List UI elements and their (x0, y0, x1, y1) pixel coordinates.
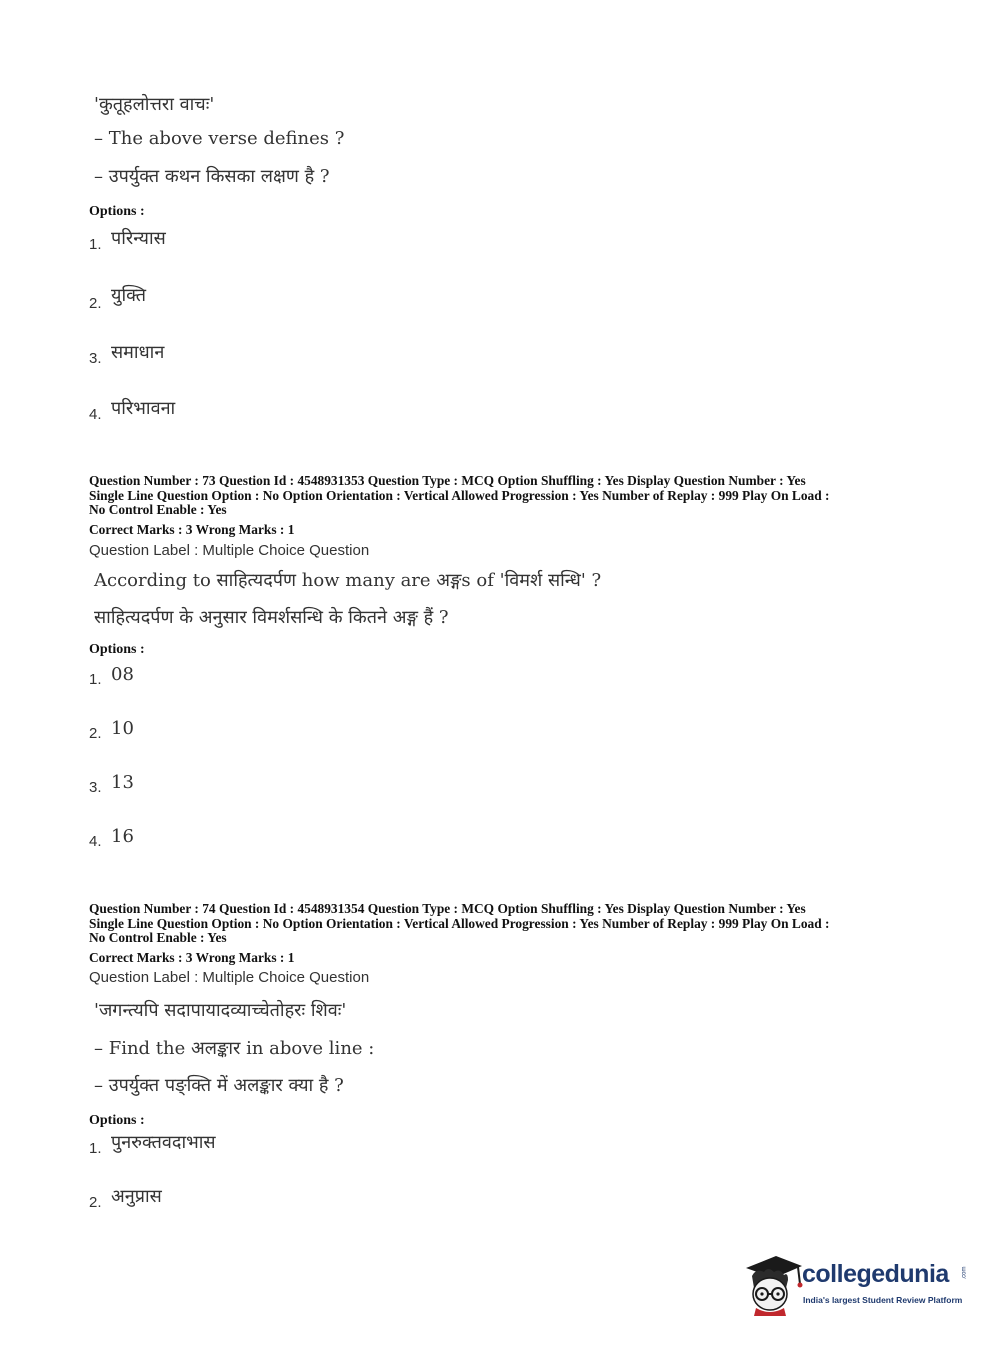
options-label: Options : (89, 204, 145, 219)
student-mascot-icon (742, 1250, 804, 1316)
option-number: 1. (89, 671, 102, 688)
question-label: Question Label : Multiple Choice Question (89, 542, 370, 559)
option-text: पुनरुक्तवदाभास (111, 1132, 216, 1153)
option-number: 2. (89, 1194, 102, 1211)
marks-info: Correct Marks : 3 Wrong Marks : 1 (89, 950, 295, 965)
collegedunia-logo (742, 1250, 972, 1320)
option-text: 13 (111, 772, 134, 793)
option-text: परिभावना (111, 398, 176, 419)
option-number: 3. (89, 350, 102, 367)
question-text-english: According to साहित्यदर्पण how many are अङ्गs of 'विमर्श सन्धि' ? (94, 570, 602, 591)
question-metadata (89, 902, 919, 946)
question-text-hindi: – उपर्युक्त कथन किसका लक्षण है ? (94, 166, 330, 187)
metadata-line: No Control Enable : Yes (89, 502, 227, 517)
metadata-line: Single Line Question Option : No Option Orientation : Vertical Allowed Progression : Yes Number of Replay : 999 Play On Load : (89, 915, 830, 931)
marks-info: Correct Marks : 3 Wrong Marks : 1 (89, 522, 295, 537)
option-number: 1. (89, 1140, 102, 1157)
option-text: अनुप्रास (111, 1186, 162, 1207)
logo-wordmark: collegedunia (802, 1260, 949, 1288)
option-text: युक्ति (111, 285, 147, 306)
option-number: 2. (89, 295, 102, 312)
logo-suffix: .com (961, 1266, 968, 1280)
option-text: परिन्यास (111, 228, 166, 249)
question-text-hindi: – उपर्युक्त पङ्क्ति में अलङ्कार क्या है ? (94, 1075, 344, 1096)
options-label: Options : (89, 1113, 145, 1128)
metadata-line: Question Number : 73 Question Id : 4548931353 Question Type : MCQ Option Shuffling : Yes Display Question Number : Yes (89, 473, 806, 488)
question-verse: 'जगन्त्यपि सदापायादव्याच्चेतोहरः शिवः' (94, 1000, 347, 1021)
options-label: Options : (89, 642, 145, 657)
option-number: 3. (89, 779, 102, 796)
option-number: 2. (89, 725, 102, 742)
metadata-line: No Control Enable : Yes (89, 930, 227, 945)
metadata-line: Question Number : 74 Question Id : 4548931354 Question Type : MCQ Option Shuffling : Yes Display Question Number : Yes (89, 901, 806, 916)
question-label: Question Label : Multiple Choice Question (89, 969, 370, 986)
option-text: 16 (111, 826, 134, 847)
option-number: 4. (89, 833, 102, 850)
option-number: 1. (89, 236, 102, 253)
option-text: 08 (111, 664, 134, 685)
option-text: 10 (111, 718, 134, 739)
question-text-english: – Find the अलङ्कार in above line : (94, 1038, 375, 1059)
logo-tagline: India's largest Student Review Platform (803, 1295, 963, 1305)
metadata-line: Single Line Question Option : No Option Orientation : Vertical Allowed Progression : Yes Number of Replay : 999 Play On Load : (89, 487, 830, 503)
option-number: 4. (89, 406, 102, 423)
question-text-english: – The above verse defines ? (94, 128, 345, 149)
option-text: समाधान (111, 342, 165, 363)
question-verse: 'कुतूहलोत्तरा वाचः' (94, 94, 215, 115)
question-text-hindi: साहित्यदर्पण के अनुसार विमर्शसन्धि के कितने अङ्ग हैं ? (94, 607, 449, 628)
question-metadata (89, 474, 919, 518)
